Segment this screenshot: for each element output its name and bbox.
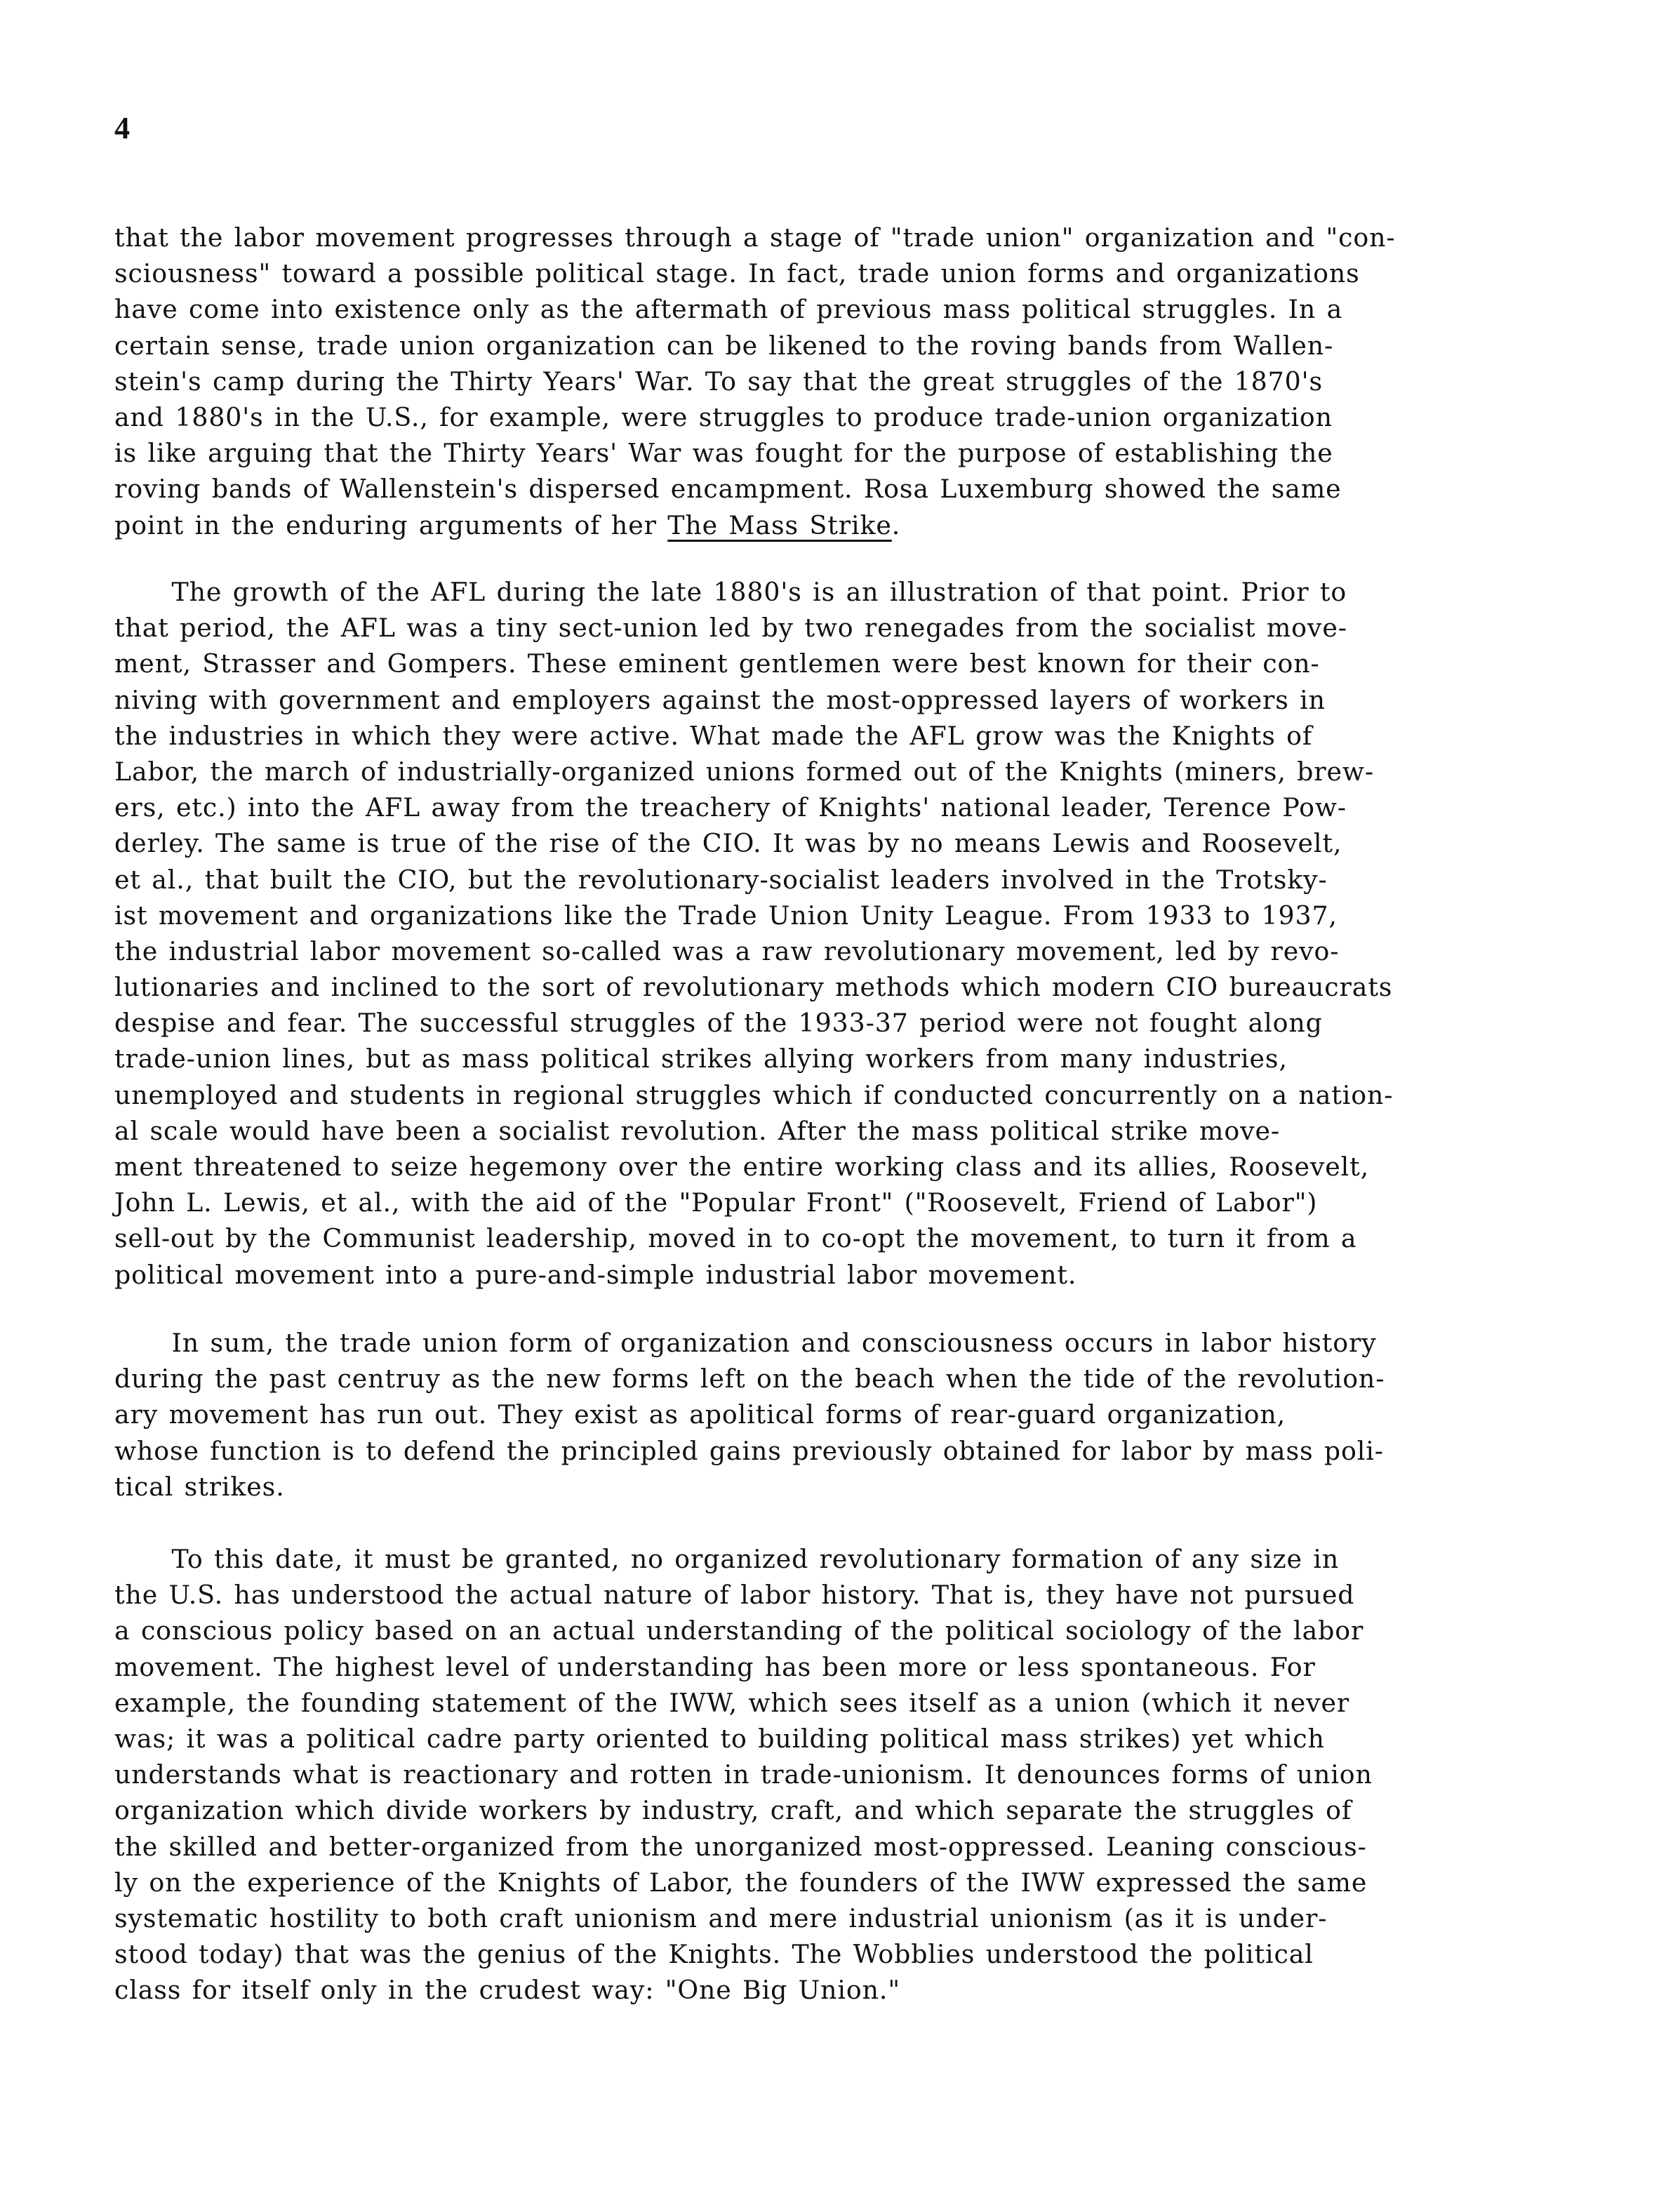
book-title-underlined: The Mass Strike	[667, 509, 892, 540]
text-line: class for itself only in the crudest way: "One Big Union."	[114, 1975, 900, 2006]
paragraph-2	[114, 574, 1609, 1293]
text-line: during the past centruy as the new forms left on the beach when the tide of the revolution-	[114, 1364, 1385, 1394]
text-line: the industries in which they were active. What made the AFL grow was the Knights of	[114, 720, 1313, 751]
text-line: movement. The highest level of understanding has been more or less spontaneous. For	[114, 1651, 1316, 1682]
text-line: niving with government and employers against the most-oppressed layers of workers in	[114, 684, 1326, 715]
text-line: the skilled and better-organized from the unorganized most-oppressed. Leaning conscious-	[114, 1831, 1367, 1862]
text-line	[114, 507, 1601, 543]
text-line: systematic hostility to both craft unionism and mere industrial unionism (as it is under-	[114, 1903, 1328, 1933]
paragraph-4	[114, 1541, 1609, 2008]
text-line: ment, Strasser and Gompers. These eminent gentlemen were best known for their con-	[114, 648, 1320, 679]
text-line: sciousness" toward a possible political stage. In fact, trade union forms and organizations	[114, 258, 1360, 289]
text-line: despise and fear. The successful struggles of the 1933-37 period were not fought along	[114, 1008, 1323, 1039]
text-line: have come into existence only as the aftermath of previous mass political struggles. In a	[114, 294, 1343, 325]
text-run: .	[891, 509, 901, 540]
text-line: political movement into a pure-and-simple industrial labor movement.	[114, 1259, 1077, 1290]
text-line: roving bands of Wallenstein's dispersed encampment. Rosa Luxemburg showed the same	[114, 474, 1342, 505]
text-line: ly on the experience of the Knights of Labor, the founders of the IWW expressed the same	[114, 1867, 1368, 1898]
text-line: the U.S. has understood the actual nature of labor history. That is, they have not pursued	[114, 1580, 1355, 1611]
text-line: et al., that built the CIO, but the revolutionary-socialist leaders involved in the Trotsky-	[114, 864, 1328, 895]
text-line: ary movement has run out. They exist as apolitical forms of rear-guard organization,	[114, 1399, 1286, 1430]
text-line: lutionaries and inclined to the sort of revolutionary methods which modern CIO bureaucrats	[114, 972, 1393, 1003]
text-line: organization which divide workers by industry, craft, and which separate the struggles of	[114, 1795, 1352, 1826]
text-line: ment threatened to seize hegemony over the entire working class and its allies, Roosevelt,	[114, 1152, 1370, 1182]
paragraph-1	[114, 220, 1609, 543]
text-line: sell-out by the Communist leadership, moved in to co-opt the movement, to turn it from a	[114, 1223, 1357, 1254]
text-line: In sum, the trade union form of organization and consciousness occurs in labor history	[171, 1328, 1377, 1358]
text-line: stood today) that was the genius of the Knights. The Wobblies understood the political	[114, 1939, 1314, 1970]
text-line: is like arguing that the Thirty Years' War was fought for the purpose of establishing the	[114, 438, 1333, 469]
text-line: whose function is to defend the principled gains previously obtained for labor by mass poli-	[114, 1435, 1384, 1466]
text-line: that period, the AFL was a tiny sect-union led by two renegades from the socialist move-	[114, 613, 1347, 644]
text-line: To this date, it must be granted, no organized revolutionary formation of any size in	[171, 1544, 1340, 1574]
text-line: tical strikes.	[114, 1471, 285, 1502]
text-line: certain sense, trade union organization can be likened to the roving bands from Wallen-	[114, 330, 1334, 361]
text-line: and 1880's in the U.S., for example, were struggles to produce trade-union organization	[114, 401, 1333, 432]
text-line: the industrial labor movement so-called was a raw revolutionary movement, led by revo-	[114, 935, 1340, 966]
paragraph-3	[114, 1325, 1609, 1505]
text-line: ers, etc.) into the AFL away from the treachery of Knights' national leader, Terence Pow-	[114, 792, 1347, 823]
text-line: a conscious policy based on an actual understanding of the political sociology of the labor	[114, 1616, 1364, 1646]
text-line: unemployed and students in regional struggles which if conducted concurrently on a nation-	[114, 1079, 1394, 1110]
text-line: was; it was a political cadre party oriented to building political mass strikes) yet which	[114, 1723, 1325, 1754]
text-line: John L. Lewis, et al., with the aid of the "Popular Front" ("Roosevelt, Friend of Labor")	[114, 1187, 1318, 1218]
text-line: Labor, the march of industrially-organized unions formed out of the Knights (miners, brew-	[114, 756, 1375, 787]
text-line: derley. The same is true of the rise of the CIO. It was by no means Lewis and Roosevelt,	[114, 828, 1342, 859]
text-line: example, the founding statement of the IWW, which sees itself as a union (which it never	[114, 1687, 1350, 1718]
text-line: ist movement and organizations like the Trade Union Unity League. From 1933 to 1937,	[114, 900, 1338, 931]
text-line: understands what is reactionary and rotten in trade-unionism. It denounces forms of union	[114, 1759, 1373, 1790]
text-line: al scale would have been a socialist revolution. After the mass political strike move-	[114, 1115, 1281, 1146]
text-line: stein's camp during the Thirty Years' War. To say that the great struggles of the 1870's	[114, 366, 1324, 397]
text-line: that the labor movement progresses through a stage of "trade union" organization and "con-	[114, 222, 1396, 253]
text-line: trade-union lines, but as mass political strikes allying workers from many industries,	[114, 1044, 1288, 1074]
page-number: 4	[114, 111, 130, 145]
text-line: The growth of the AFL during the late 1880's is an illustration of that point. Prior to	[171, 577, 1347, 607]
text-run: point in the enduring arguments of her	[114, 509, 668, 540]
